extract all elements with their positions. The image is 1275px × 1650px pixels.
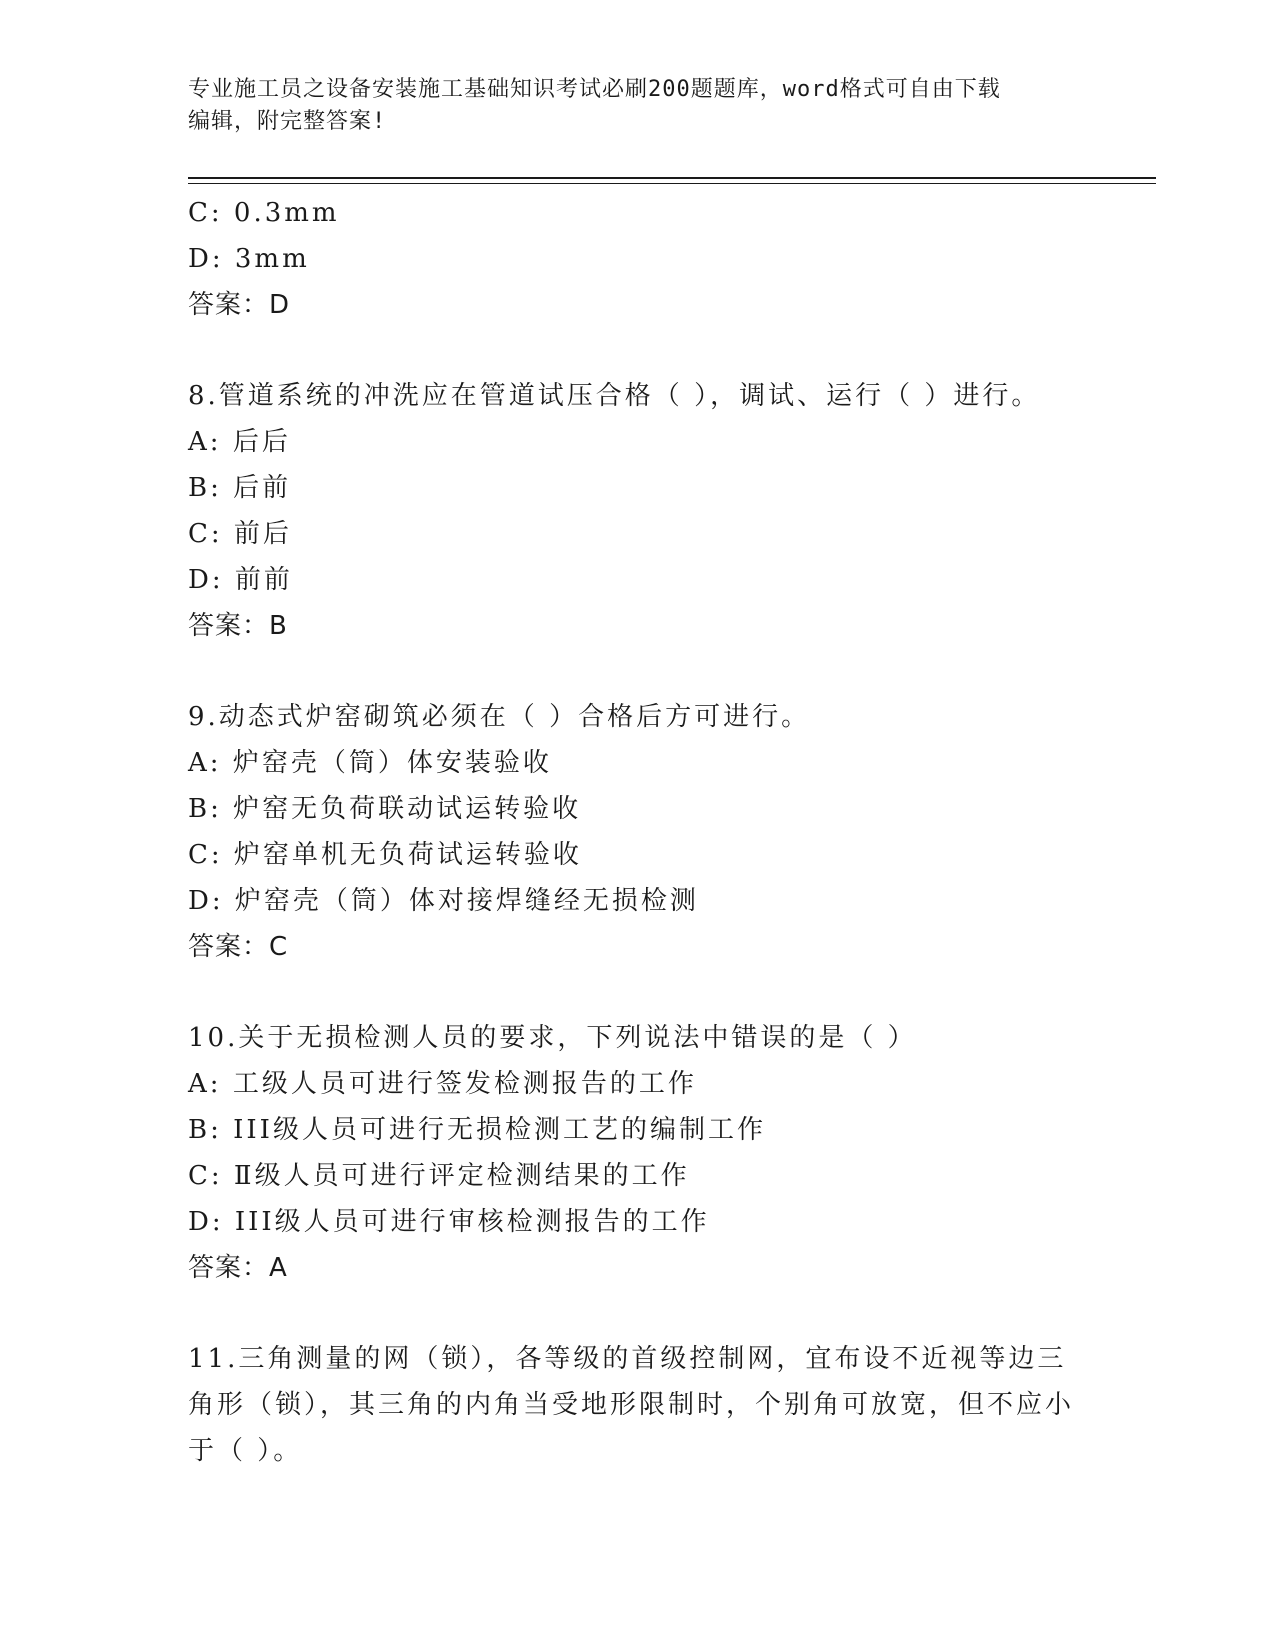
option-b (188, 786, 1088, 832)
option-text: 后后 (232, 427, 291, 457)
header-title-line2: 编辑，附完整答案! (188, 109, 387, 134)
question-10 (188, 1015, 1088, 1291)
option-a (188, 740, 1088, 786)
header-title-line1: 专业施工员之设备安装施工基础知识考试必刷200题题库，word格式可自由下载 (188, 77, 1001, 102)
option-text: 炉窑单机无负荷试运转验收 (233, 840, 582, 870)
option-a (188, 1061, 1088, 1107)
option-label: B: (188, 473, 222, 503)
question-8 (188, 373, 1088, 649)
option-c (188, 1153, 1088, 1199)
option-label: D: (188, 565, 224, 595)
option-label: C: (188, 840, 223, 870)
option-c (188, 832, 1088, 878)
option-label: C: (188, 519, 223, 549)
option-b (188, 465, 1088, 511)
option-text: 炉窑无负荷联动试运转验收 (233, 794, 582, 824)
question-9 (188, 694, 1088, 970)
option-text: 3mm (234, 244, 310, 274)
answer: 答案：D (188, 290, 291, 320)
option-c (188, 190, 1088, 236)
option-label: D: (188, 1207, 224, 1237)
question-7-continuation (188, 190, 1088, 328)
option-text: 前前 (234, 565, 293, 595)
option-c (188, 511, 1088, 557)
option-label: C: (188, 198, 223, 228)
option-d (188, 1199, 1088, 1245)
option-label: C: (188, 1161, 223, 1191)
option-label: A: (188, 748, 222, 778)
option-label: B: (188, 794, 222, 824)
option-text: 工级人员可进行签发检测报告的工作 (232, 1069, 697, 1099)
header-divider-thick (188, 177, 1156, 179)
option-d (188, 878, 1088, 924)
option-d (188, 557, 1088, 603)
document-header (188, 74, 1088, 138)
option-label: B: (188, 1115, 222, 1145)
answer: 答案：B (188, 611, 288, 641)
header-divider-thin (188, 183, 1156, 184)
answer: 答案：C (188, 932, 289, 962)
question-stem: 11.三角测量的网（锁），各等级的首级控制网，宜布设不近视等边三角形（锁），其三角的内角当受地形限制时，个别角可放宽，但不应小于（ ）。 (188, 1344, 1075, 1466)
option-text: Ⅱ级人员可进行评定检测结果的工作 (233, 1161, 690, 1191)
option-label: A: (188, 427, 222, 457)
option-label: A: (188, 1069, 222, 1099)
option-d (188, 236, 1088, 282)
option-label: D: (188, 886, 224, 916)
question-list (188, 190, 1088, 1474)
option-text: 0.3mm (233, 198, 340, 228)
question-stem: 10.关于无损检测人员的要求，下列说法中错误的是（ ） (188, 1023, 917, 1053)
option-a (188, 419, 1088, 465)
option-text: III级人员可进行无损检测工艺的编制工作 (233, 1115, 766, 1145)
question-stem: 8.管道系统的冲洗应在管道试压合格（ ），调试、运行（ ）进行。 (188, 381, 1041, 411)
option-text: III级人员可进行审核检测报告的工作 (234, 1207, 710, 1237)
option-text: 炉窑壳（筒）体安装验收 (232, 748, 552, 778)
option-text: 后前 (233, 473, 292, 503)
option-label: D: (188, 244, 224, 274)
answer: 答案：A (188, 1253, 288, 1283)
question-stem: 9.动态式炉窑砌筑必须在（ ）合格后方可进行。 (188, 702, 811, 732)
question-11 (188, 1336, 1088, 1474)
option-b (188, 1107, 1088, 1153)
option-text: 前后 (233, 519, 292, 549)
option-text: 炉窑壳（筒）体对接焊缝经无损检测 (234, 886, 699, 916)
